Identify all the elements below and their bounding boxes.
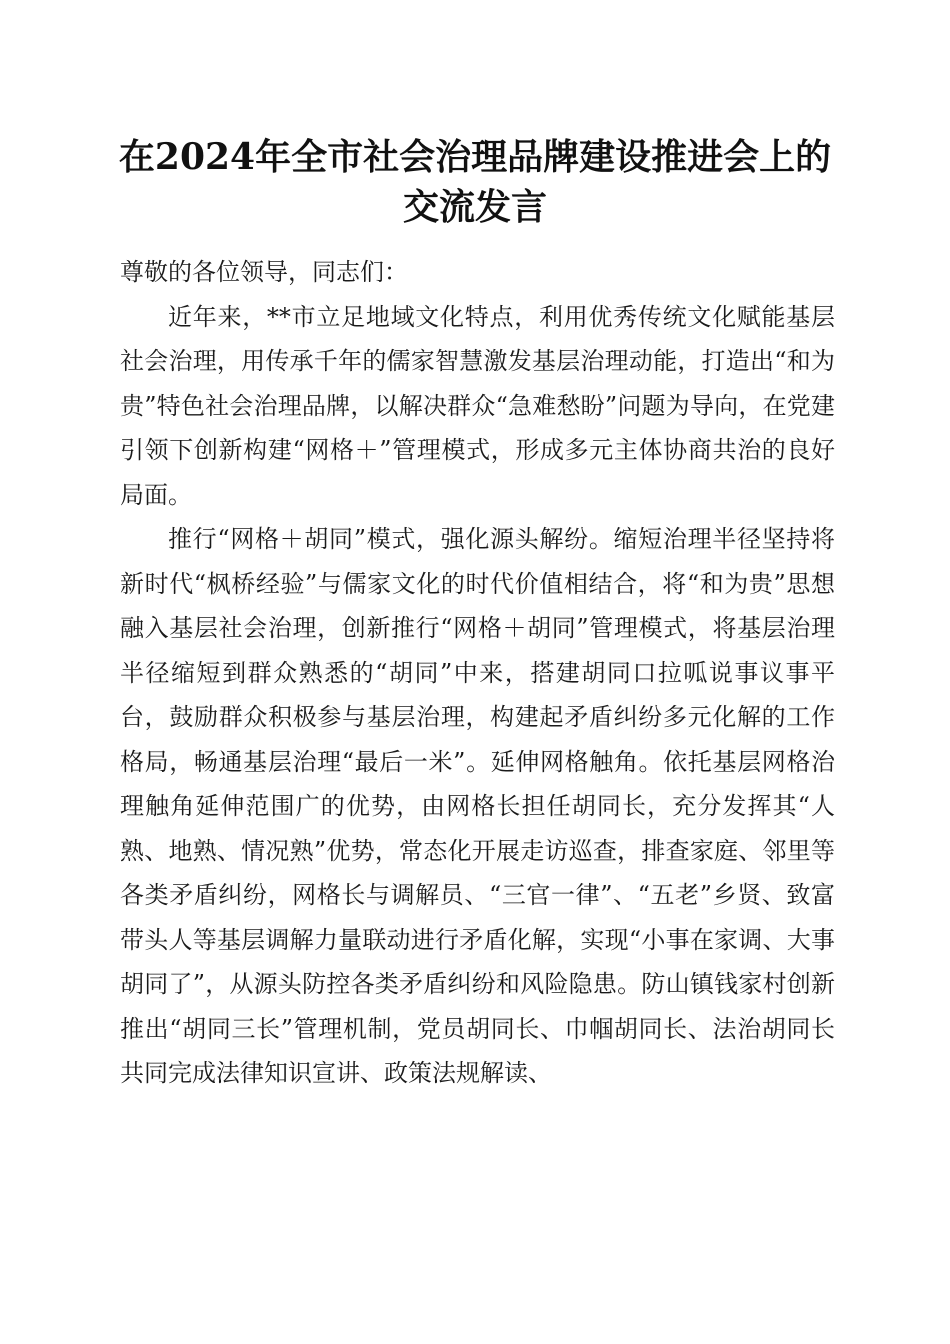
title-line-2: 交流发言 (402, 186, 547, 228)
document-body (120, 250, 835, 1096)
document-title (110, 132, 840, 232)
salutation: 尊敬的各位领导，同志们： (120, 258, 408, 286)
title-line-1: 在2024年全市社会治理品牌建设推进会上的 (118, 136, 832, 178)
paragraph-intro: 近年来，**市立足地域文化特点，利用优秀传统文化赋能基层社会治理，用传承千年的儒家智慧激发基层治理动能，打造出“和为贵”特色社会治理品牌，以解决群众“急难愁盼”问题为导向，在党建引领下创新构建“网格＋”管理模式，形成多元主体协商共治的良好局面。 (120, 302, 835, 509)
paragraph-grid-hutong: 推行“网格＋胡同”模式，强化源头解纷。缩短治理半径坚持将新时代“枫桥经验”与儒家文化的时代价值相结合，将“和为贵”思想融入基层社会治理，创新推行“网格＋胡同”管理模式，将基层治理半径缩短到群众熟悉的“胡同”中来，搭建胡同口拉呱说事议事平台，鼓励群众积极参与基层治理，构建起矛盾纠纷多元化解的工作格局，畅通基层治理“最后一米”。延伸网格触角。依托基层网格治理触角延伸范围广的优势，由网格长担任胡同长，充分发挥其“人熟、地熟、情况熟”优势，常态化开展走访巡查，排查家庭、邻里等各类矛盾纠纷，网格长与调解员、“三官一律”、“五老”乡贤、致富带头人等基层调解力量联动进行矛盾化解，实现“小事在家调、大事胡同了”，从源头防控各类矛盾纠纷和风险隐患。防山镇钱家村创新推出“胡同三长”管理机制，党员胡同长、巾帼胡同长、法治胡同长共同完成法律知识宣讲、政策法规解读、 (120, 525, 835, 1087)
